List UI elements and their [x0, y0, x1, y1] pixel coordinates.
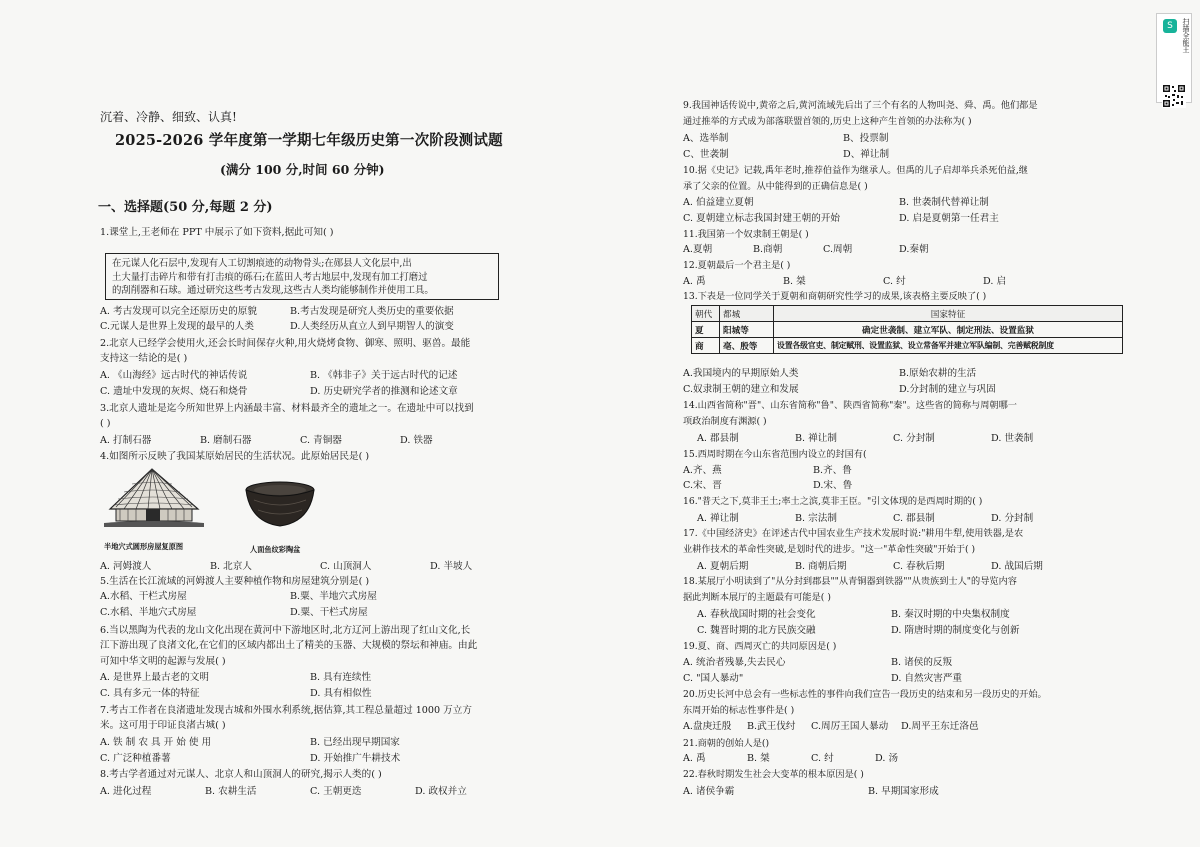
house-caption: 半地穴式圆形房屋复原图 — [104, 542, 184, 551]
q6-option-a[interactable]: A. 是世界上最古老的文明 — [100, 672, 209, 683]
q9-option-d[interactable]: D、禅让制 — [843, 149, 890, 160]
q13-option-b[interactable]: B.原始农耕的生活 — [899, 368, 977, 379]
q3-option-c[interactable]: C. 青铜器 — [300, 435, 342, 446]
q1-option-d[interactable]: D.人类经历从直立人到早期智人的演变 — [290, 321, 454, 332]
q5-stem: 5.生活在长江流域的河姆渡人主要种植作物和房屋建筑分别是( ) — [100, 576, 370, 587]
q13-option-a[interactable]: A.我国境内的早期原始人类 — [683, 368, 799, 379]
q1-option-c[interactable]: C.元谋人是世界上发现的最早的人类 — [100, 321, 254, 332]
q10-option-b[interactable]: B. 世袭制代替禅让制 — [899, 197, 989, 208]
q7-options-row — [100, 736, 400, 749]
table-cell: 商 — [692, 338, 720, 354]
q15-options-row — [683, 479, 852, 492]
exam-motto: 沉着、冷静、细致、认真! — [100, 110, 237, 124]
q9-options-row — [683, 148, 889, 161]
table-header-cell: 都城 — [720, 306, 774, 322]
q6-option-d[interactable]: D. 具有相似性 — [310, 688, 372, 699]
q1-material-line: 在元谋人化石层中,发现有人工切割痕迹的动物骨头;在郧县人文化层中,出 — [112, 258, 412, 269]
q5-option-b[interactable]: B.粟、半地穴式房屋 — [290, 591, 377, 602]
q8-option-d[interactable]: D. 政权并立 — [415, 786, 467, 797]
q13-options-row — [683, 367, 976, 380]
q11-options-row — [683, 243, 929, 256]
q16-option-d[interactable]: D. 分封制 — [991, 513, 1034, 524]
q12-stem: 12.夏朝最后一个君主是( ) — [683, 260, 791, 271]
q9-option-a[interactable]: A、选举制 — [683, 133, 729, 144]
q5-options-row — [100, 606, 368, 619]
q19-option-d[interactable]: D. 自然灾害严重 — [891, 673, 963, 684]
q5-option-d[interactable]: D.粟、干栏式房屋 — [290, 607, 368, 618]
q17-stem-line: 业耕作技术的革命性突破,是划时代的进步。"这一"革命性突破"开始于( ) — [683, 544, 976, 555]
q13-option-c[interactable]: C.奴隶制王朝的建立和发展 — [683, 384, 799, 395]
q18-option-b[interactable]: B. 秦汉时期的中央集权制度 — [891, 609, 1010, 620]
q15-options-row — [683, 464, 852, 477]
q16-option-a[interactable]: A. 禅让制 — [697, 513, 739, 524]
q8-option-a[interactable]: A. 进化过程 — [100, 786, 152, 797]
q3-stem-line: ( ) — [100, 418, 111, 429]
q12-option-d[interactable]: D. 启 — [983, 276, 1007, 287]
q18-stem-line: 据此判断本展厅的主题最有可能是( ) — [683, 592, 831, 603]
q10-option-a[interactable]: A. 伯益建立夏朝 — [683, 197, 754, 208]
q10-option-c[interactable]: C. 夏朝建立标志我国封建王朝的开始 — [683, 213, 841, 224]
q14-option-b[interactable]: B. 禅让制 — [795, 433, 837, 444]
q4-stem: 4.如图所示反映了我国某原始居民的生活状况。此原始居民是( ) — [100, 451, 370, 462]
q20-stem-line: 20.历史长河中总会有一些标志性的事件向我们宣告一段历史的结束和另一段历史的开始。 — [683, 689, 1047, 700]
q18-options-row — [697, 608, 1010, 621]
table-row — [692, 322, 1123, 338]
scanner-label: 扫描全能王 — [1182, 18, 1190, 53]
q15-option-a[interactable]: A.齐、燕 — [683, 465, 722, 476]
q9-option-b[interactable]: B、投票制 — [843, 133, 889, 144]
q1-stem: 1.课堂上,王老师在 PPT 中展示了如下资料,据此可知( ) — [100, 227, 334, 238]
q10-options-row — [683, 212, 999, 225]
dynasty-table — [691, 305, 1123, 354]
q16-option-c[interactable]: C. 郡县制 — [893, 513, 935, 524]
q9-option-c[interactable]: C、世袭制 — [683, 149, 729, 160]
q13-options-row — [683, 383, 996, 396]
q7-option-d[interactable]: D. 开始推广牛耕技术 — [310, 753, 401, 764]
q17-option-b[interactable]: B. 商朝后期 — [795, 561, 847, 572]
q14-option-a[interactable]: A. 郡县制 — [697, 433, 739, 444]
q7-option-a[interactable]: A. 铁 制 农 具 开 始 使 用 — [100, 737, 212, 748]
q12-options-row — [683, 275, 1006, 288]
q18-stem-line: 18.某展厅小明读到了"从分封到郡县""从青铜器到铁器""从贵族到士人"的导览内容 — [683, 576, 1017, 587]
q10-stem-line: 10.据《史记》记载,禹年老时,推荐伯益作为继承人。但禹的儿子启却举兵杀死伯益,继 — [683, 165, 1028, 176]
q6-options-row — [100, 671, 371, 684]
q21-option-d[interactable]: D. 汤 — [875, 753, 899, 764]
q2-stem-line: 支持这一结论的是( ) — [100, 353, 188, 364]
q4-options-row — [100, 560, 472, 573]
q2-option-c[interactable]: C. 遗址中发现的灰烬、烧石和烧骨 — [100, 386, 248, 397]
q6-options-row — [100, 687, 371, 700]
exam-title: 2025-2026 学年度第一学期七年级历史第一次阶段测试题 — [115, 132, 503, 149]
q4-option-a[interactable]: A. 河姆渡人 — [100, 561, 152, 572]
q8-option-c[interactable]: C. 王朝更迭 — [310, 786, 362, 797]
q6-stem-line: 江下游出现了良渚文化,在它们的区域内都出土了精美的玉器、大规模的祭坛和神庙。由此 — [100, 640, 478, 651]
q7-stem-line: 米。这可用于印证良渚古城( ) — [100, 720, 226, 731]
q15-option-d[interactable]: D.宋、鲁 — [813, 480, 853, 491]
table-cell: 阳城等 — [720, 322, 774, 338]
q19-options-row — [683, 672, 962, 685]
q16-option-b[interactable]: B. 宗法制 — [795, 513, 837, 524]
q14-options-row — [697, 432, 1033, 445]
round-house-illustration — [102, 465, 206, 537]
q2-options-row — [100, 385, 458, 398]
q21-stem: 21.商朝的创始人是() — [683, 738, 770, 749]
q6-option-b[interactable]: B. 具有连续性 — [310, 672, 372, 683]
q3-option-a[interactable]: A. 打制石器 — [100, 435, 152, 446]
basin-caption: 人面鱼纹彩陶盆 — [250, 545, 301, 554]
table-header-cell: 国家特征 — [774, 306, 1123, 322]
q19-option-c[interactable]: C. "国人暴动" — [683, 673, 744, 684]
q8-options-row — [100, 785, 467, 798]
q20-options-row — [683, 720, 979, 733]
q20-option-d[interactable]: D.周平王东迁洛邑 — [901, 721, 979, 732]
q5-option-a[interactable]: A.水稻、干栏式房屋 — [100, 591, 187, 602]
q18-option-a[interactable]: A. 春秋战国时期的社会变化 — [697, 609, 816, 620]
q22-option-a[interactable]: A. 诸侯争霸 — [683, 786, 735, 797]
q3-option-b[interactable]: B. 磨制石器 — [200, 435, 252, 446]
table-header-row — [692, 306, 1123, 322]
q21-option-c[interactable]: C. 纣 — [811, 753, 834, 764]
q20-option-a[interactable]: A.盘庚迁殷 — [683, 721, 732, 732]
q15-option-c[interactable]: C.宋、晋 — [683, 480, 722, 491]
q2-option-a[interactable]: A. 《山海经》远古时代的神话传说 — [100, 370, 248, 381]
q2-stem-line: 2.北京人已经学会使用火,还会长时间保存火种,用火烧烤食物、御寒、照明、驱兽。最能 — [100, 338, 471, 349]
q6-stem-line: 可知中华文明的起源与发展( ) — [100, 656, 226, 667]
q18-option-c[interactable]: C. 魏晋时期的北方民族交融 — [697, 625, 816, 636]
q1-material-line: 土大量打击碎片和带有打击痕的砾石;在蓝田人考古地层中,发现有加工打磨过 — [112, 271, 428, 283]
q16-stem: 16."普天之下,莫非王土;率土之滨,莫非王臣。"引文体现的是西周时期的( ) — [683, 496, 983, 507]
q7-options-row — [100, 752, 400, 765]
q21-option-b[interactable]: B. 桀 — [747, 753, 770, 764]
q1-option-a[interactable]: A. 考古发现可以完全还原历史的原貌 — [100, 306, 257, 317]
q1-option-b[interactable]: B.考古发现是研究人类历史的重要依据 — [290, 306, 454, 317]
table-cell: 设置各级官吏、制定赋刑、设置监狱、设立常备军并建立军队编制、完善赋税制度 — [774, 338, 1123, 354]
q20-stem-line: 东周开始的标志性事件是( ) — [683, 705, 795, 716]
q12-option-b[interactable]: B. 桀 — [783, 276, 806, 287]
q1-options-row — [100, 320, 454, 333]
q5-option-c[interactable]: C.水稻、半地穴式房屋 — [100, 607, 197, 618]
q14-option-d[interactable]: D. 世袭制 — [991, 433, 1034, 444]
q13-option-d[interactable]: D.分封制的建立与巩固 — [899, 384, 996, 395]
q11-option-c[interactable]: C.周朝 — [823, 244, 853, 255]
q3-option-d[interactable]: D. 铁器 — [400, 435, 433, 446]
q22-option-b[interactable]: B. 早期国家形成 — [868, 786, 939, 797]
q21-option-a[interactable]: A. 禹 — [683, 753, 706, 764]
q18-option-d[interactable]: D. 隋唐时期的制度变化与创新 — [891, 625, 1020, 636]
q17-stem-line: 17.《中国经济史》在评述古代中国农业生产技术发展时说:"耕用牛犁,使用铁器,是农 — [683, 528, 1024, 539]
q9-options-row — [683, 132, 888, 145]
q22-options-row — [683, 785, 939, 798]
q7-option-c[interactable]: C. 广泛种植番薯 — [100, 753, 171, 764]
q10-stem-line: 承了父亲的位置。从中能得到的正确信息是( ) — [683, 181, 868, 192]
q3-stem-line: 3.北京人遗址是迄今所知世界上内涵最丰富、材料最齐全的遗址之一。在遗址中可以找到 — [100, 403, 474, 414]
q11-option-d[interactable]: D.秦朝 — [899, 244, 929, 255]
q6-stem-line: 6.当以黑陶为代表的龙山文化出现在黄河中下游地区时,北方辽河上游出现了红山文化,长 — [100, 625, 471, 636]
table-row — [692, 338, 1123, 354]
q1-material-box — [105, 253, 499, 300]
painted-pottery-basin — [244, 480, 316, 532]
q7-option-b[interactable]: B. 已经出现早期国家 — [310, 737, 400, 748]
q17-option-a[interactable]: A. 夏朝后期 — [697, 561, 749, 572]
q19-stem: 19.夏、商、西周灭亡的共同原因是( ) — [683, 641, 837, 652]
qr-code-icon — [1162, 84, 1186, 108]
table-header-cell: 朝代 — [692, 306, 720, 322]
q2-option-d[interactable]: D. 历史研究学者的推测和论述文章 — [310, 386, 458, 397]
q3-options-row — [100, 434, 433, 447]
table-cell: 亳、殷等 — [720, 338, 774, 354]
q15-stem: 15.西周时期在今山东省范围内设立的封国有( — [683, 449, 867, 460]
q20-option-b[interactable]: B.武王伐纣 — [747, 721, 796, 732]
q14-stem-line: 项政治制度有渊源( ) — [683, 416, 767, 427]
q21-options-row — [683, 752, 898, 765]
q4-option-c[interactable]: C. 山顶洞人 — [320, 561, 372, 572]
q8-option-b[interactable]: B. 农耕生活 — [205, 786, 257, 797]
q14-stem-line: 14.山西省简称"晋"、山东省简称"鲁"、陕西省简称"秦"。这些省的简称与周朝哪一 — [683, 400, 1017, 411]
q22-stem: 22.春秋时期发生社会大变革的根本原因是( ) — [683, 769, 864, 780]
q4-option-d[interactable]: D. 半坡人 — [430, 561, 473, 572]
q15-option-b[interactable]: B.齐、鲁 — [813, 465, 852, 476]
table-cell: 夏 — [692, 322, 720, 338]
exam-subtitle: (满分 100 分,时间 60 分钟) — [220, 162, 385, 177]
q11-stem: 11.我国第一个奴隶制王朝是( ) — [683, 229, 809, 240]
q6-option-c[interactable]: C. 具有多元一体的特征 — [100, 688, 200, 699]
q11-option-a[interactable]: A.夏朝 — [683, 244, 713, 255]
q10-options-row — [683, 196, 989, 209]
q8-stem: 8.考古学者通过对元谋人、北京人和山顶洞人的研究,揭示人类的( ) — [100, 769, 382, 780]
q11-option-b[interactable]: B.商朝 — [753, 244, 783, 255]
q1-options-row — [100, 305, 454, 318]
q12-option-c[interactable]: C. 纣 — [883, 276, 906, 287]
q9-stem-line: 通过推举的方式成为部落联盟首领的,历史上这种产生首领的办法称为( ) — [683, 116, 972, 127]
q12-option-a[interactable]: A. 禹 — [683, 276, 706, 287]
q17-option-c[interactable]: C. 春秋后期 — [893, 561, 945, 572]
scanner-watermark — [1156, 13, 1192, 103]
q17-option-d[interactable]: D. 战国后期 — [991, 561, 1043, 572]
q4-option-b[interactable]: B. 北京人 — [210, 561, 252, 572]
q9-stem-line: 9.我国神话传说中,黄帝之后,黄河流域先后出了三个有名的人物叫尧、舜、禹。他们都是 — [683, 100, 1038, 111]
q2-option-b[interactable]: B. 《韩非子》关于远古时代的记述 — [310, 370, 458, 381]
q16-options-row — [697, 512, 1033, 525]
q18-options-row — [697, 624, 1020, 637]
table-cell: 确定世袭制、建立军队、制定刑法、设置监狱 — [774, 322, 1123, 338]
q20-option-c[interactable]: C.周厉王国人暴动 — [811, 721, 889, 732]
q2-options-row — [100, 369, 457, 382]
q14-option-c[interactable]: C. 分封制 — [893, 433, 935, 444]
section-heading: 一、选择题(50 分,每题 2 分) — [98, 200, 273, 215]
q19-option-b[interactable]: B. 诸侯的反叛 — [891, 657, 953, 668]
scanner-logo-icon: S — [1163, 19, 1177, 33]
q5-options-row — [100, 590, 377, 603]
q19-options-row — [683, 656, 952, 669]
q13-stem: 13.下表是一位同学关于夏朝和商朝研究性学习的成果,该表格主要反映了( ) — [683, 291, 987, 302]
q17-options-row — [697, 560, 1043, 573]
q7-stem-line: 7.考古工作者在良渚遗址发现古城和外围水利系统,据估算,其工程总量超过 1000 万立方 — [100, 705, 472, 716]
q1-material-line: 的刮削器和石球。通过研究这些考古发现,这些古人类均能够制作并使用工具。 — [112, 285, 434, 296]
q10-option-d[interactable]: D. 启是夏朝第一任君主 — [899, 213, 999, 224]
q19-option-a[interactable]: A. 统治者残暴,失去民心 — [683, 657, 786, 668]
